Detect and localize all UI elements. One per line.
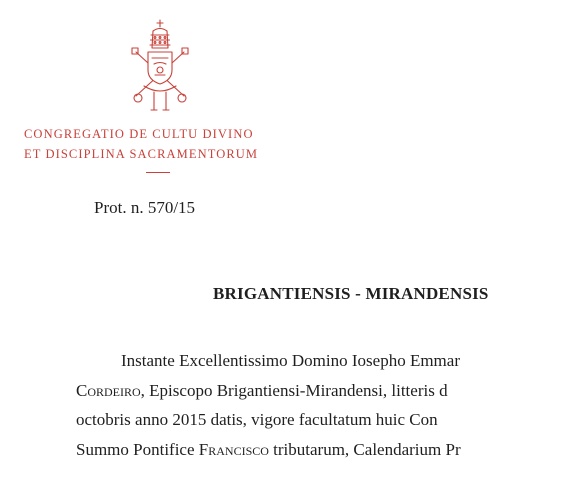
congregation-name (24, 124, 258, 164)
body-line-4-text: tributarum, Calendarium Pr (268, 439, 461, 459)
document-title: BRIGANTIENSIS - MIRANDENSIS (213, 284, 489, 303)
body-line-4 (0, 435, 564, 465)
congregation-line-2: ET DISCIPLINA SACRAMENTORUM (24, 147, 259, 161)
body-line-2 (0, 376, 564, 406)
papal-coat-of-arms-icon (124, 18, 196, 114)
bishop-surname: Cordeiro (76, 380, 141, 400)
body-paragraph (0, 346, 564, 464)
header-divider (146, 172, 170, 173)
body-line-4-start: Summo Pontifice (76, 439, 199, 459)
protocol-number: Prot. n. 570/15 (94, 198, 196, 217)
pope-name: Francisco (198, 439, 269, 459)
body-line-3: octobris anno 2015 datis, vigore facultatum huic Con (76, 410, 438, 429)
body-line-1: Instante Excellentissimo Domino Iosepho Emmar (121, 351, 460, 370)
body-line-2-text: , Episcopo Brigantiensi-Mirandensi, litteris d (140, 380, 448, 400)
congregation-line-1: CONGREGATIO DE CULTU DIVINO (24, 127, 254, 141)
